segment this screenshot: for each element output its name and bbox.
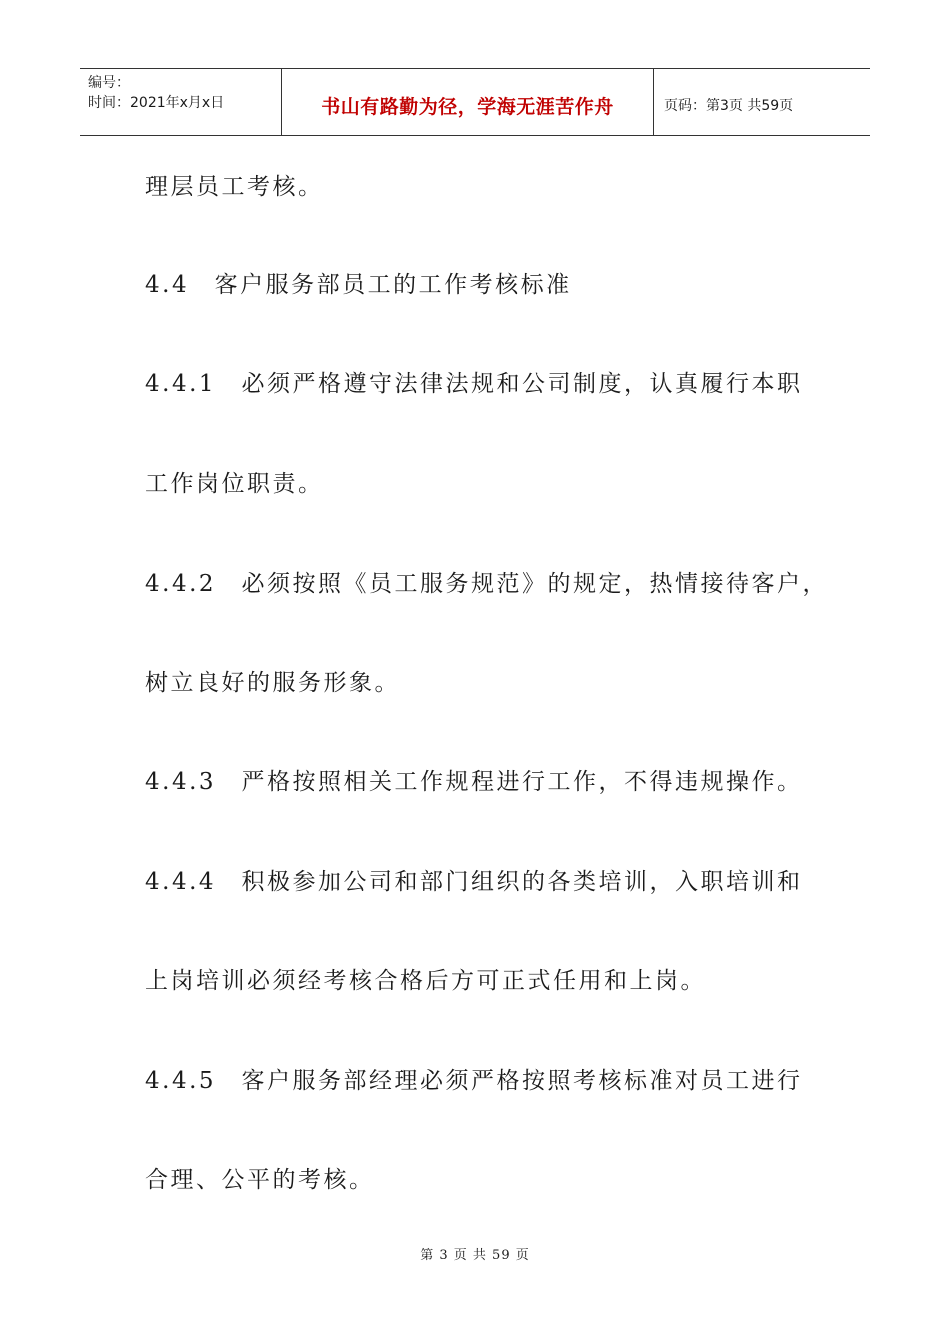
body-line: 4.4.5 客户服务部经理必须严格按照考核标准对员工进行 [145,1068,803,1094]
header-motto: 书山有路勤为径，学海无涯苦作舟 [321,95,614,118]
body-line: 理层员工考核。 [145,174,324,200]
body-line: 4.4.2 必须按照《员工服务规范》的规定，热情接待客户， [145,571,829,597]
body-line: 4.4.4 积极参加公司和部门组织的各类培训，入职培训和 [145,869,803,895]
page-footer: 第 3 页 共 59 页 [420,1248,530,1263]
body-line: 4.4.1 必须严格遵守法律法规和公司制度，认真履行本职 [145,371,803,397]
header-motto-cell [282,69,654,135]
header-page-info: 页码：第3页 共59页 [664,98,794,114]
body-line: 树立良好的服务形象。 [145,670,400,696]
header-meta [80,69,282,135]
document-number-label: 编号： [88,75,130,91]
body-line: 工作岗位职责。 [145,471,324,497]
body-line: 合理、公平的考核。 [145,1167,375,1193]
section-heading: 4.4 客户服务部员工的工作考核标准 [145,272,572,298]
body-line: 4.4.3 严格按照相关工作规程进行工作，不得违规操作。 [145,769,803,795]
body-line: 上岗培训必须经考核合格后方可正式任用和上岗。 [145,968,706,994]
document-date-label: 时间：2021年x月x日 [88,95,225,111]
page-header [80,68,870,136]
header-page-info-cell [654,69,870,135]
